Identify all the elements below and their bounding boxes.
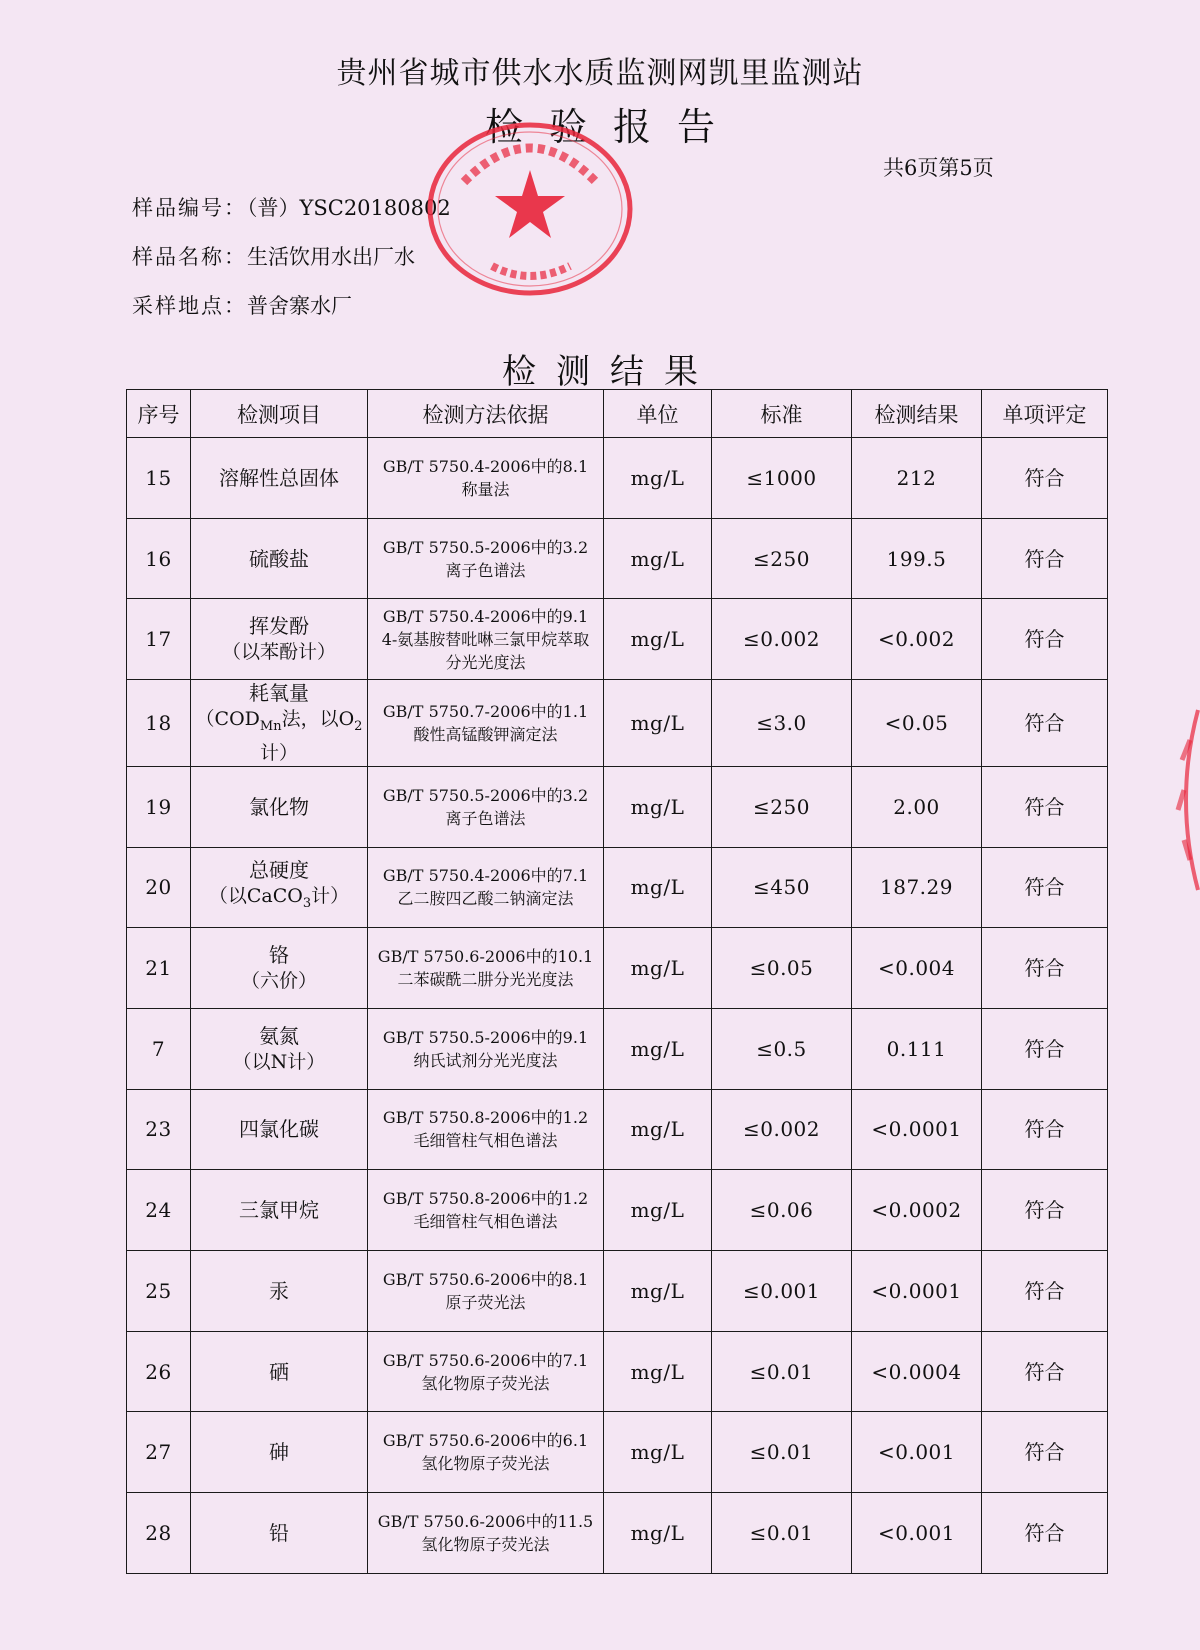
test-item	[191, 1493, 368, 1574]
column-header: 检测结果	[852, 390, 982, 438]
row-number: 19	[127, 766, 191, 847]
test-method: GB/T 5750.4-2006中的9.1 4-氨基胺替吡啉三氯甲烷萃取分光光度法	[368, 599, 604, 680]
basis-text: 法，以O	[281, 708, 355, 731]
test-result: <0.0001	[852, 1250, 982, 1331]
test-item-name: 砷	[269, 1440, 289, 1465]
row-number: 23	[127, 1089, 191, 1170]
standard-limit: ≤0.05	[712, 928, 852, 1009]
standard-limit: ≤0.01	[712, 1493, 852, 1574]
row-number: 24	[127, 1170, 191, 1251]
test-item	[191, 847, 368, 928]
test-item-name: 溶解性总固体	[219, 465, 339, 490]
test-method: GB/T 5750.6-2006中的6.1 氢化物原子荧光法	[368, 1412, 604, 1493]
test-method: GB/T 5750.8-2006中的1.2 毛细管柱气相色谱法	[368, 1170, 604, 1251]
edge-seal-icon	[1170, 700, 1200, 900]
test-method: GB/T 5750.8-2006中的1.2 毛细管柱气相色谱法	[368, 1089, 604, 1170]
test-item-name: 挥发酚	[249, 614, 309, 639]
evaluation: 符合	[982, 1331, 1108, 1412]
subscript-text: 2	[354, 718, 363, 734]
sample-number-row	[132, 192, 451, 222]
test-item-basis	[195, 883, 363, 917]
row-number: 17	[127, 599, 191, 680]
test-method: GB/T 5750.5-2006中的9.1 纳氏试剂分光光度法	[368, 1008, 604, 1089]
test-item-basis	[195, 639, 363, 665]
test-item	[191, 1250, 368, 1331]
row-number: 20	[127, 847, 191, 928]
test-item	[191, 518, 368, 599]
subscript-text: Mn	[259, 718, 282, 734]
unit: mg/L	[604, 847, 712, 928]
unit: mg/L	[604, 438, 712, 519]
unit: mg/L	[604, 1493, 712, 1574]
standard-limit: ≤1000	[712, 438, 852, 519]
table-row	[127, 1008, 1108, 1089]
table-row	[127, 438, 1108, 519]
unit: mg/L	[604, 1412, 712, 1493]
unit: mg/L	[604, 1331, 712, 1412]
standard-limit: ≤450	[712, 847, 852, 928]
basis-text: 计）	[311, 885, 350, 908]
table-row	[127, 847, 1108, 928]
test-item	[191, 928, 368, 1009]
evaluation: 符合	[982, 680, 1108, 767]
basis-text: （以CaCO	[208, 885, 303, 908]
test-method: GB/T 5750.4-2006中的7.1 乙二胺四乙酸二钠滴定法	[368, 847, 604, 928]
basis-text: 计）	[259, 741, 298, 764]
test-method: GB/T 5750.5-2006中的3.2 离子色谱法	[368, 766, 604, 847]
test-item	[191, 438, 368, 519]
unit: mg/L	[604, 766, 712, 847]
table-row	[127, 599, 1108, 680]
test-method: GB/T 5750.7-2006中的1.1 酸性高锰酸钾滴定法	[368, 680, 604, 767]
test-item-name: 硫酸盐	[249, 546, 309, 571]
test-item	[191, 1412, 368, 1493]
table-row	[127, 1412, 1108, 1493]
row-number: 7	[127, 1008, 191, 1089]
table-row	[127, 766, 1108, 847]
test-item-name: 总硬度	[249, 858, 309, 883]
unit: mg/L	[604, 1008, 712, 1089]
row-number: 16	[127, 518, 191, 599]
test-method: GB/T 5750.6-2006中的8.1 原子荧光法	[368, 1250, 604, 1331]
test-item	[191, 766, 368, 847]
document-title: 检验报告	[484, 105, 741, 149]
sample-name-value: 生活饮用水出厂水	[247, 245, 415, 269]
standard-limit: ≤0.01	[712, 1331, 852, 1412]
test-item	[191, 1008, 368, 1089]
row-number: 27	[127, 1412, 191, 1493]
table-header-row	[127, 390, 1108, 438]
test-result: 212	[852, 438, 982, 519]
test-item-name: 四氯化碳	[239, 1117, 319, 1142]
test-method: GB/T 5750.6-2006中的10.1 二苯碳酰二肼分光光度法	[368, 928, 604, 1009]
standard-limit: ≤250	[712, 518, 852, 599]
basis-text: （COD	[195, 708, 260, 731]
test-result: <0.002	[852, 599, 982, 680]
evaluation: 符合	[982, 438, 1108, 519]
basis-text: （六价）	[240, 970, 317, 993]
unit: mg/L	[604, 599, 712, 680]
standard-limit: ≤0.001	[712, 1250, 852, 1331]
sample-number-label: 样品编号：	[132, 196, 247, 220]
test-method: GB/T 5750.6-2006中的7.1 氢化物原子荧光法	[368, 1331, 604, 1412]
standard-limit: ≤0.002	[712, 1089, 852, 1170]
standard-limit: ≤3.0	[712, 680, 852, 767]
row-number: 21	[127, 928, 191, 1009]
unit: mg/L	[604, 928, 712, 1009]
test-item	[191, 680, 368, 767]
unit: mg/L	[604, 518, 712, 599]
organization-name: 贵州省城市供水水质监测网凯里监测站	[336, 56, 864, 91]
row-number: 25	[127, 1250, 191, 1331]
test-item	[191, 599, 368, 680]
unit: mg/L	[604, 1170, 712, 1251]
column-header: 单项评定	[982, 390, 1108, 438]
sampling-location-row	[132, 290, 352, 320]
table-row	[127, 928, 1108, 1009]
test-item-basis	[195, 1049, 363, 1075]
row-number: 15	[127, 438, 191, 519]
sample-name-label: 样品名称：	[132, 245, 247, 269]
test-result: <0.0004	[852, 1331, 982, 1412]
test-result: <0.001	[852, 1412, 982, 1493]
test-item-name: 汞	[269, 1278, 289, 1303]
evaluation: 符合	[982, 518, 1108, 599]
test-item-name: 三氯甲烷	[239, 1198, 319, 1223]
row-number: 28	[127, 1493, 191, 1574]
table-row	[127, 1331, 1108, 1412]
test-result: <0.004	[852, 928, 982, 1009]
test-result: 2.00	[852, 766, 982, 847]
sampling-location-label: 采样地点：	[132, 294, 247, 318]
table-row	[127, 680, 1108, 767]
test-item	[191, 1170, 368, 1251]
sampling-location-value: 普舍寨水厂	[247, 294, 352, 318]
evaluation: 符合	[982, 599, 1108, 680]
column-header: 标准	[712, 390, 852, 438]
test-item-name: 氯化物	[249, 794, 309, 819]
test-result: <0.05	[852, 680, 982, 767]
unit: mg/L	[604, 1089, 712, 1170]
test-item-name: 氨氮	[259, 1023, 299, 1048]
unit: mg/L	[604, 1250, 712, 1331]
standard-limit: ≤0.002	[712, 599, 852, 680]
row-number: 18	[127, 680, 191, 767]
evaluation: 符合	[982, 1008, 1108, 1089]
test-item-name: 硒	[269, 1359, 289, 1384]
table-row	[127, 1493, 1108, 1574]
standard-limit: ≤0.06	[712, 1170, 852, 1251]
subscript-text: 3	[302, 896, 312, 912]
evaluation: 符合	[982, 1089, 1108, 1170]
standard-limit: ≤250	[712, 766, 852, 847]
test-item	[191, 1331, 368, 1412]
test-item	[191, 1089, 368, 1170]
results-title: 检测结果	[502, 352, 718, 392]
evaluation: 符合	[982, 928, 1108, 1009]
test-result: 0.111	[852, 1008, 982, 1089]
test-result: <0.001	[852, 1493, 982, 1574]
test-method: GB/T 5750.5-2006中的3.2 离子色谱法	[368, 518, 604, 599]
row-number: 26	[127, 1331, 191, 1412]
sample-number-value: （普）YSC20180802	[247, 196, 451, 220]
test-item-name: 铬	[269, 943, 289, 968]
test-result: <0.0001	[852, 1089, 982, 1170]
table-row	[127, 1250, 1108, 1331]
unit: mg/L	[604, 680, 712, 767]
basis-text: （以N计）	[232, 1050, 326, 1073]
test-item-basis	[195, 706, 363, 766]
test-item-basis	[195, 968, 363, 994]
column-header: 检测项目	[191, 390, 368, 438]
basis-text: （以苯酚计）	[221, 641, 336, 664]
test-method: GB/T 5750.4-2006中的8.1 称量法	[368, 438, 604, 519]
table-row	[127, 518, 1108, 599]
evaluation: 符合	[982, 1250, 1108, 1331]
evaluation: 符合	[982, 1170, 1108, 1251]
test-result: <0.0002	[852, 1170, 982, 1251]
evaluation: 符合	[982, 1493, 1108, 1574]
test-item-name: 铅	[269, 1520, 289, 1545]
page-info: 共6页第5页	[883, 156, 994, 180]
standard-limit: ≤0.01	[712, 1412, 852, 1493]
table-row	[127, 1089, 1108, 1170]
test-item-name: 耗氧量	[249, 681, 309, 706]
evaluation: 符合	[982, 1412, 1108, 1493]
column-header: 单位	[604, 390, 712, 438]
evaluation: 符合	[982, 847, 1108, 928]
table-row	[127, 1170, 1108, 1251]
standard-limit: ≤0.5	[712, 1008, 852, 1089]
column-header: 序号	[127, 390, 191, 438]
test-result: 187.29	[852, 847, 982, 928]
test-method: GB/T 5750.6-2006中的11.5 氢化物原子荧光法	[368, 1493, 604, 1574]
evaluation: 符合	[982, 766, 1108, 847]
results-table	[126, 389, 1108, 1574]
sample-name-row	[132, 241, 415, 271]
column-header: 检测方法依据	[368, 390, 604, 438]
test-result: 199.5	[852, 518, 982, 599]
